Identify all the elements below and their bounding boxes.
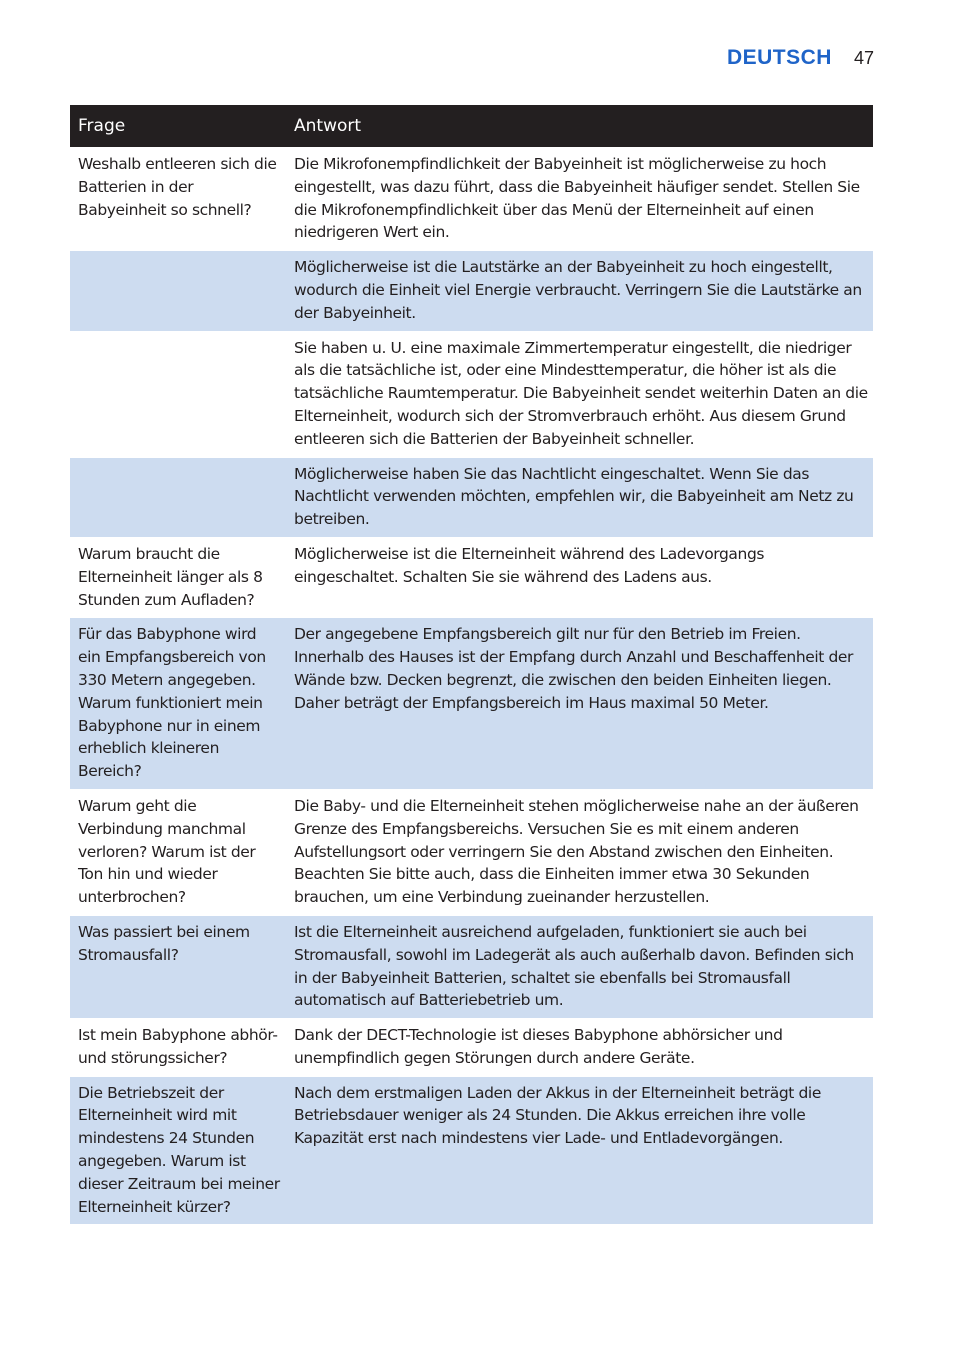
question-cell: Weshalb entleeren sich die Batterien in der Babyeinheit so schnell? (70, 148, 286, 251)
answer-cell: Möglicherweise ist die Elterneinheit während des Ladevorgangs eingeschaltet. Schalten Sie sie während des Ladens aus. (286, 537, 873, 617)
question-cell (70, 457, 286, 537)
answer-cell: Möglicherweise haben Sie das Nachtlicht eingeschaltet. Wenn Sie das Nachtlicht verwenden möchten, empfehlen wir, die Babyeinheit am Netz zu betreiben. (286, 457, 873, 537)
column-header-question: Frage (70, 105, 286, 148)
question-cell (70, 331, 286, 457)
table-row (70, 537, 873, 617)
page-number: 47 (853, 48, 874, 68)
question-cell: Ist mein Babyphone abhör- und störungssicher? (70, 1019, 286, 1077)
question-cell: Warum braucht die Elterneinheit länger als 8 Stunden zum Aufladen? (70, 537, 286, 617)
question-cell: Für das Babyphone wird ein Empfangsbereich von 330 Metern angegeben. Warum funktioniert mein Babyphone nur in einem erheblich kleineren Bereich? (70, 618, 286, 790)
table-row (70, 1019, 873, 1077)
question-cell: Warum geht die Verbindung manchmal verloren? Warum ist der Ton hin und wieder unterbrochen? (70, 789, 286, 915)
answer-cell: Ist die Elterneinheit ausreichend aufgeladen, funktioniert sie auch bei Stromausfall, sowohl im Ladegerät als auch außerhalb davon. Befinden sich in der Babyeinheit Batterien, schaltet sie ebenfalls bei Stromausfall automatisch auf Batteriebetrieb um. (286, 915, 873, 1018)
table-row (70, 915, 873, 1018)
answer-cell: Möglicherweise ist die Lautstärke an der Babyeinheit zu hoch eingestellt, wodurch die Einheit viel Energie verbraucht. Verringern Sie die Lautstärke an der Babyeinheit. (286, 251, 873, 331)
table-row (70, 457, 873, 537)
faq-table-body (70, 148, 873, 1225)
faq-table (70, 105, 873, 1224)
column-header-answer: Antwort (286, 105, 873, 148)
question-cell: Die Betriebszeit der Elterneinheit wird mit mindestens 24 Stunden angegeben. Warum ist dieser Zeitraum bei meiner Elterneinheit kürzer? (70, 1076, 286, 1224)
question-cell: Was passiert bei einem Stromausfall? (70, 915, 286, 1018)
page-header (727, 46, 874, 70)
section-language-label: DEUTSCH (726, 46, 832, 69)
table-header-row (70, 105, 873, 148)
answer-cell: Dank der DECT-Technologie ist dieses Babyphone abhörsicher und unempfindlich gegen Störungen durch andere Geräte. (286, 1019, 873, 1077)
table-row (70, 331, 873, 457)
answer-cell: Nach dem erstmaligen Laden der Akkus in der Elterneinheit beträgt die Betriebsdauer weniger als 24 Stunden. Die Akkus erreichen ihre volle Kapazität erst nach mindestens vier Lade- und Entladevorgängen. (286, 1076, 873, 1224)
table-row (70, 148, 873, 251)
table-row (70, 618, 873, 790)
table-row (70, 1076, 873, 1224)
answer-cell: Die Baby- und die Elterneinheit stehen möglicherweise nahe an der äußeren Grenze des Empfangsbereichs. Versuchen Sie es mit einem anderen Aufstellungsort oder verringern Sie den Abstand zwischen den Einheiten. Beachten Sie bitte auch, dass die Einheiten immer etwa 30 Sekunden brauchen, um eine Verbindung zueinander herzustellen. (286, 789, 873, 915)
answer-cell: Die Mikrofonempfindlichkeit der Babyeinheit ist möglicherweise zu hoch eingestellt, was dazu führt, dass die Babyeinheit häufiger sendet. Stellen Sie die Mikrofonempfindlichkeit über das Menü der Elterneinheit auf einen niedrigeren Wert ein. (286, 148, 873, 251)
table-row (70, 251, 873, 331)
table-row (70, 789, 873, 915)
answer-cell: Sie haben u. U. eine maximale Zimmertemperatur eingestellt, die niedriger als die tatsächliche ist, oder eine Mindesttemperatur, die höher ist als die tatsächliche Raumtemperatur. Die Babyeinheit sendet weiterhin Daten an die Elterneinheit, wodurch sich der Stromverbrauch erhöht. Aus diesem Grund entleeren sich die Batterien der Babyeinheit schneller. (286, 331, 873, 457)
question-cell (70, 251, 286, 331)
answer-cell: Der angegebene Empfangsbereich gilt nur für den Betrieb im Freien. Innerhalb des Hauses ist der Empfang durch Anzahl und Beschaffenheit der Wände bzw. Decken begrenzt, die zwischen den beiden Einheiten liegen. Daher beträgt der Empfangsbereich im Haus maximal 50 Meter. (286, 618, 873, 790)
